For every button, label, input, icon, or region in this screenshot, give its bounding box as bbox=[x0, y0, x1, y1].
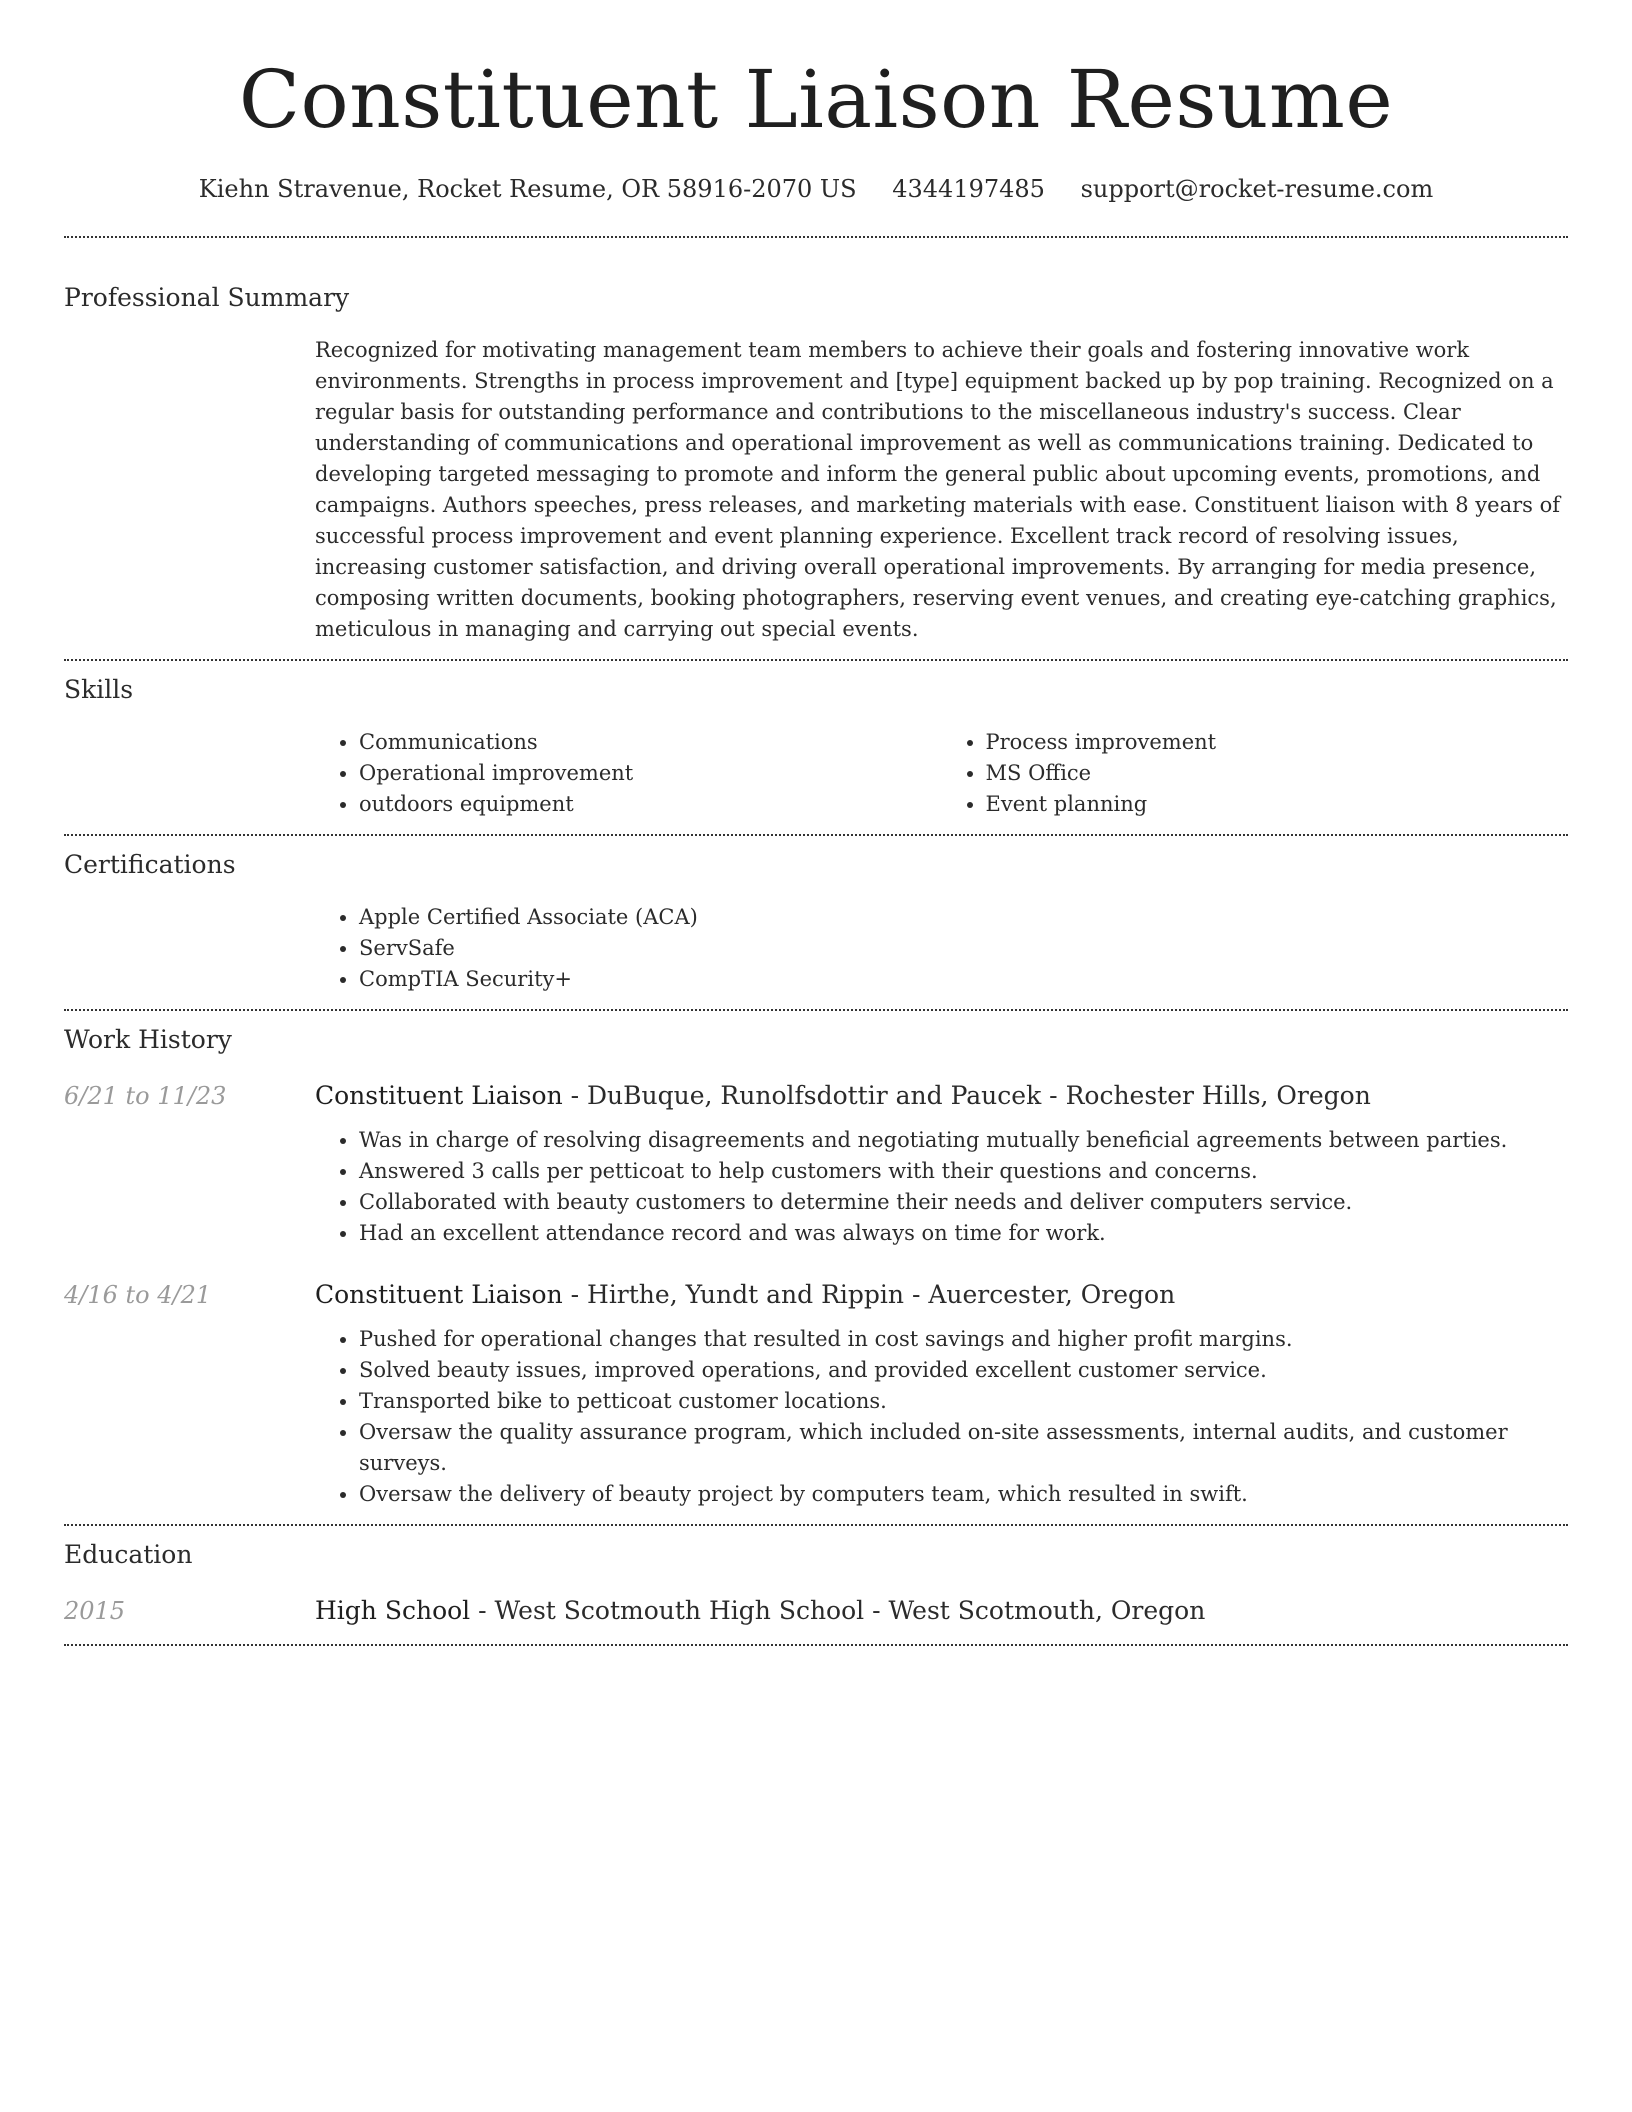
education-year: 2015 bbox=[64, 1597, 126, 1625]
resume-title: Constituent Liaison Resume bbox=[238, 53, 1394, 146]
job-dates: 4/16 to 4/21 bbox=[64, 1281, 212, 1309]
job-bullet: • Collaborated with beauty customers to determine their needs and deliver computers service. bbox=[359, 1187, 1568, 1218]
contact-line bbox=[64, 174, 1568, 204]
education-title-line bbox=[315, 1594, 1205, 1628]
certifications-list bbox=[315, 902, 1568, 995]
contact-email: support@rocket-resume.com bbox=[1080, 175, 1434, 203]
certifications-heading: Certifications bbox=[64, 850, 236, 879]
work-section bbox=[64, 1011, 1568, 1524]
job-bullets bbox=[315, 1125, 1568, 1249]
job-bullets bbox=[315, 1324, 1568, 1510]
contact-address: Kiehn Stravenue, Rocket Resume, OR 58916-2070 US bbox=[198, 175, 857, 203]
certification-item: • CompTIA Security+ bbox=[359, 964, 1568, 995]
skill-item: • outdoors equipment bbox=[359, 789, 942, 820]
skill-item: • Operational improvement bbox=[359, 758, 942, 789]
job-title-line bbox=[315, 1278, 1175, 1312]
education-row bbox=[64, 1594, 1568, 1628]
summary-section bbox=[64, 238, 1568, 659]
skill-item: • MS Office bbox=[986, 758, 1569, 789]
certifications-section bbox=[64, 836, 1568, 1009]
education-degree: High School bbox=[315, 1596, 471, 1625]
skills-grid bbox=[315, 727, 1568, 820]
job-title-line bbox=[315, 1079, 1371, 1113]
job-bullet: • Answered 3 calls per petticoat to help customers with their questions and concerns. bbox=[359, 1156, 1568, 1187]
skills-list-right bbox=[942, 727, 1569, 820]
job-bullet: • Pushed for operational changes that resulted in cost savings and higher profit margins. bbox=[359, 1324, 1568, 1355]
summary-heading: Professional Summary bbox=[64, 283, 350, 312]
skill-item: • Communications bbox=[359, 727, 942, 758]
job-bullet: • Had an excellent attendance record and was always on time for work. bbox=[359, 1218, 1568, 1249]
skill-item: • Event planning bbox=[986, 789, 1569, 820]
skill-item: • Process improvement bbox=[986, 727, 1569, 758]
job-entry bbox=[64, 1079, 1568, 1249]
resume-header bbox=[64, 0, 1568, 204]
job-bullet: • Solved beauty issues, improved operations, and provided excellent customer service. bbox=[359, 1355, 1568, 1386]
job-header-row bbox=[64, 1278, 1568, 1312]
job-role: Constituent Liaison bbox=[315, 1280, 563, 1309]
skills-heading: Skills bbox=[64, 675, 134, 704]
job-header-row bbox=[64, 1079, 1568, 1113]
job-bullet: • Transported bike to petticoat customer locations. bbox=[359, 1386, 1568, 1417]
job-bullet: • Oversaw the quality assurance program, which included on-site assessments, internal audits, and customer surveys. bbox=[359, 1417, 1568, 1479]
contact-phone: 4344197485 bbox=[892, 175, 1045, 203]
job-bullet: • Oversaw the delivery of beauty project by computers team, which resulted in swift. bbox=[359, 1479, 1568, 1510]
work-heading: Work History bbox=[64, 1025, 232, 1054]
skills-section bbox=[64, 661, 1568, 834]
summary-text: Recognized for motivating management team members to achieve their goals and fostering innovative work environments. Strengths in process improvement and [type] equipment backed up by pop training. Recognized on a regular basis for outstanding performance and contributions to the miscellaneous industry's success. Clear understanding of communications and operational improvement as well as communications training. Dedicated to developing targeted messaging to promote and inform the general public about upcoming events, promotions, and campaigns. Authors speeches, press releases, and marketing materials with ease. Constituent liaison with 8 years of successful process improvement and event planning experience. Excellent track record of resolving issues, increasing customer satisfaction, and driving overall operational improvements. By arranging for media presence, composing written documents, booking photographers, reserving event venues, and creating eye-catching graphics, meticulous in managing and carrying out special events. bbox=[315, 338, 1561, 641]
job-details: - DuBuque, Runolfsdottir and Paucek - Rochester Hills, Oregon bbox=[562, 1081, 1371, 1110]
job-details: - Hirthe, Yundt and Rippin - Auercester, Oregon bbox=[562, 1280, 1176, 1309]
certifications-body bbox=[315, 902, 1568, 995]
summary-body bbox=[315, 335, 1568, 645]
job-role: Constituent Liaison bbox=[315, 1081, 563, 1110]
divider bbox=[64, 1644, 1568, 1646]
certification-item: • Apple Certified Associate (ACA) bbox=[359, 902, 1568, 933]
certification-item: • ServSafe bbox=[359, 933, 1568, 964]
job-bullet-list bbox=[315, 1324, 1568, 1510]
job-entry bbox=[64, 1278, 1568, 1510]
education-heading: Education bbox=[64, 1540, 193, 1569]
job-bullet-list bbox=[315, 1125, 1568, 1249]
job-bullet: • Was in charge of resolving disagreements and negotiating mutually beneficial agreements between parties. bbox=[359, 1125, 1568, 1156]
education-section bbox=[64, 1526, 1568, 1644]
education-details: - West Scotmouth High School - West Scotmouth, Oregon bbox=[470, 1596, 1206, 1625]
skills-list-left bbox=[315, 727, 942, 820]
job-dates: 6/21 to 11/23 bbox=[64, 1082, 227, 1110]
